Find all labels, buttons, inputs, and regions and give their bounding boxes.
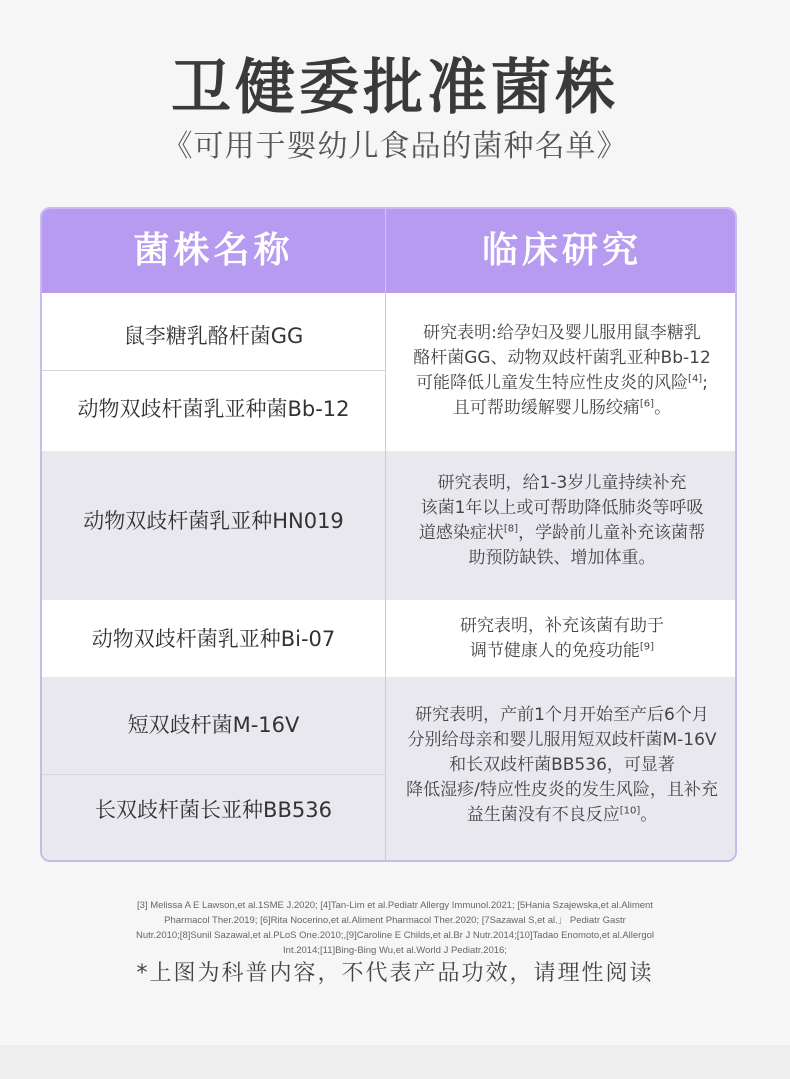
clinical-study-text: 研究表明，给1-3岁儿童持续补充 该菌1年以上或可帮助降低肺炎等呼吸 道感染症状[8]，学龄前儿童补充该菌帮 助预防缺铁、增加体重。 (418, 473, 706, 568)
strain-name: 长双歧杆菌长亚种BB536 (95, 798, 332, 822)
column-divider (385, 209, 386, 860)
disclaimer: *上图为科普内容，不代表产品功效，请理性阅读 (136, 961, 654, 986)
citation: [8] (503, 523, 519, 535)
clinical-study-text: 研究表明，产前1个月开始至产后6个月 分别给母亲和婴儿服用短双歧杆菌M-16V 和长双歧杆菌BB536，可显著 降低湿疹/特应性皮炎的发生风险，且补充 益生菌没有不良反应[10]。 (406, 705, 718, 825)
clinical-study-text: 研究表明:给孕妇及婴儿服用鼠李糖乳 酪杆菌GG、动物双歧杆菌乳亚种Bb-12 可能降低儿童发生特应性皮炎的风险[4]; 且可帮助缓解婴儿肠绞痛[6]。 (413, 323, 711, 418)
row-divider (42, 370, 385, 371)
page-title: 卫健委批准菌株 (171, 53, 619, 123)
citation: [4] (688, 373, 703, 385)
table-header (42, 209, 735, 293)
strain-table (40, 207, 737, 862)
strain-name: 动物双歧杆菌乳亚种Bi-07 (91, 627, 336, 651)
citation: [6] (639, 398, 655, 410)
strain-name: 鼠李糖乳酪杆菌GG (123, 324, 304, 348)
row-divider (42, 774, 385, 775)
column-header-strain-name: 菌株名称 (133, 230, 294, 271)
strain-name: 动物双歧杆菌乳亚种菌Bb-12 (77, 397, 350, 421)
citation: [9] (639, 641, 655, 653)
column-header-clinical-study: 临床研究 (481, 230, 642, 271)
citation: [10] (619, 805, 641, 817)
footer-strip (0, 1045, 790, 1079)
references: [3] Melissa A E Lawson,et al.1SME J.2020; [4]Tan-Lim et al.Pediatr Allergy Immunol.2021; [5Hania Szajewska,et al.Aliment Pharmacol Ther.2019; [6]Rita Nocerino,et al.Aliment Pharmacol Ther.2020; [7Sazawal S,et al.」 Pediatr Gastr Nutr.2010;[8]Sunil Sazawal,et al.PLoS One.2010;,[9]Caroline E Childs,et al.Br J Nutr.2014;[10]Tadao Enomoto,et al.Allergol Int.2014;[11]Bing-Bing Wu,et al.World J Pediatr.2016; (135, 900, 655, 956)
strain-name: 动物双歧杆菌乳亚种HN019 (83, 509, 344, 533)
page-subtitle: 《可用于婴幼儿食品的菌种名单》 (162, 129, 628, 164)
clinical-study-text: 研究表明，补充该菌有助于 调节健康人的免疫功能[9] (460, 616, 664, 661)
strain-name: 短双歧杆菌M-16V (127, 713, 300, 737)
